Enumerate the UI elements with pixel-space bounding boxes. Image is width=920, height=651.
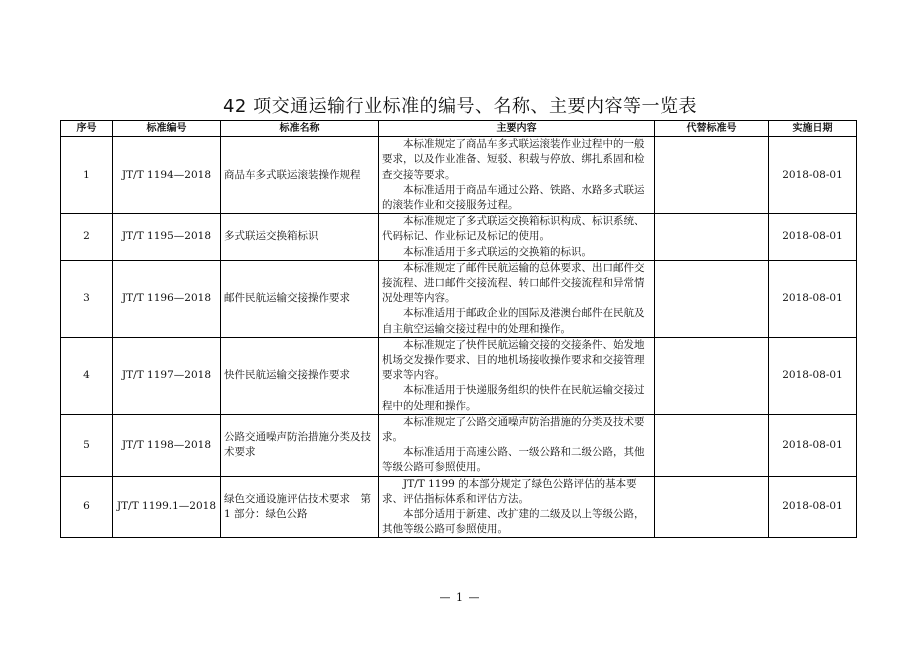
cell-no: 6 — [61, 476, 113, 538]
cell-replace — [655, 260, 769, 337]
header-name: 标准名称 — [221, 121, 379, 137]
table-row — [61, 260, 857, 337]
header-content: 主要内容 — [379, 121, 655, 137]
table-row — [61, 214, 857, 261]
table-header-row — [61, 121, 857, 137]
cell-replace — [655, 476, 769, 538]
table-row — [61, 337, 857, 414]
content-paragraph: 本标准适用于快递服务组织的快件在民航运输交接过程中的处理和操作。 — [382, 384, 645, 412]
cell-no: 2 — [61, 214, 113, 261]
page-number: — 1 — — [439, 591, 481, 604]
cell-no: 5 — [61, 414, 113, 476]
page-title: 42 项交通运输行业标准的编号、名称、主要内容等一览表 — [222, 96, 698, 117]
cell-date: 2018-08-01 — [769, 214, 857, 261]
cell-date: 2018-08-01 — [769, 414, 857, 476]
content-paragraph: 本标准规定了公路交通噪声防治措施的分类及技术要求。 — [382, 415, 645, 444]
content-paragraph: 本标准规定了多式联运交换箱标识构成、标识系统、代码标记、作业标记及标记的使用。 — [382, 215, 645, 243]
cell-no: 4 — [61, 337, 113, 414]
content-paragraph: 本标准规定了邮件民航运输的总体要求、出口邮件交接流程、进口邮件交接流程、转口邮件交接流程和异常情况处理等内容。 — [382, 261, 645, 305]
cell-name: 商品车多式联运滚装操作规程 — [221, 137, 379, 214]
content-paragraph: 本标准适用于多式联运的交换箱的标识。 — [403, 245, 592, 258]
content-paragraph: 本标准适用于邮政企业的国际及港澳台邮件在民航及自主航空运输交接过程中的处理和操作。 — [382, 307, 645, 335]
table-row — [61, 137, 857, 214]
content-paragraph: JT/T 1199 的本部分规定了绿色公路评估的基本要求、评估指标体系和评估方法。 — [382, 477, 637, 505]
cell-name: 邮件民航运输交接操作要求 — [221, 260, 379, 337]
table-row — [61, 476, 857, 538]
content-paragraph: 本标准适用于商品车通过公路、铁路、水路多式联运的滚装作业和交接服务过程。 — [382, 183, 645, 212]
header-code: 标准编号 — [113, 121, 221, 137]
cell-replace — [655, 214, 769, 261]
cell-name: 快件民航运输交接操作要求 — [221, 337, 379, 414]
content-paragraph: 本部分适用于新建、改扩建的二级及以上等级公路，其他等级公路可参照使用。 — [382, 508, 645, 536]
header-date: 实施日期 — [769, 121, 857, 137]
cell-code: JT/T 1195—2018 — [113, 214, 221, 261]
cell-content — [379, 476, 655, 538]
cell-date: 2018-08-01 — [769, 476, 857, 538]
content-paragraph: 本标准适用于高速公路、一级公路和二级公路，其他等级公路可参照使用。 — [382, 446, 645, 474]
cell-code: JT/T 1194—2018 — [113, 137, 221, 214]
cell-replace — [655, 414, 769, 476]
cell-name: 多式联运交换箱标识 — [221, 214, 379, 261]
cell-date: 2018-08-01 — [769, 260, 857, 337]
standards-table — [60, 120, 857, 538]
cell-date: 2018-08-01 — [769, 137, 857, 214]
content-paragraph: 本标准规定了快件民航运输交接的交接条件、始发地机场交发操作要求、目的地机场接收操作要求和交接管理要求等内容。 — [382, 338, 645, 382]
cell-code: JT/T 1199.1—2018 — [113, 476, 221, 538]
cell-name: 绿色交通设施评估技术要求 第 1 部分：绿色公路 — [221, 476, 379, 538]
header-replace: 代替标准号 — [655, 121, 769, 137]
cell-content — [379, 260, 655, 337]
cell-content — [379, 414, 655, 476]
cell-name: 公路交通噪声防治措施分类及技术要求 — [221, 414, 379, 476]
cell-no: 1 — [61, 137, 113, 214]
cell-content — [379, 214, 655, 261]
cell-code: JT/T 1196—2018 — [113, 260, 221, 337]
table-row — [61, 414, 857, 476]
cell-replace — [655, 137, 769, 214]
cell-code: JT/T 1197—2018 — [113, 337, 221, 414]
cell-no: 3 — [61, 260, 113, 337]
header-no: 序号 — [61, 121, 113, 137]
cell-content — [379, 137, 655, 214]
cell-code: JT/T 1198—2018 — [113, 414, 221, 476]
cell-date: 2018-08-01 — [769, 337, 857, 414]
cell-replace — [655, 337, 769, 414]
content-paragraph: 本标准规定了商品车多式联运滚装作业过程中的一般要求，以及作业准备、短驳、积载与停放、绑扎系固和检查交接等要求。 — [382, 138, 645, 181]
cell-content — [379, 337, 655, 414]
